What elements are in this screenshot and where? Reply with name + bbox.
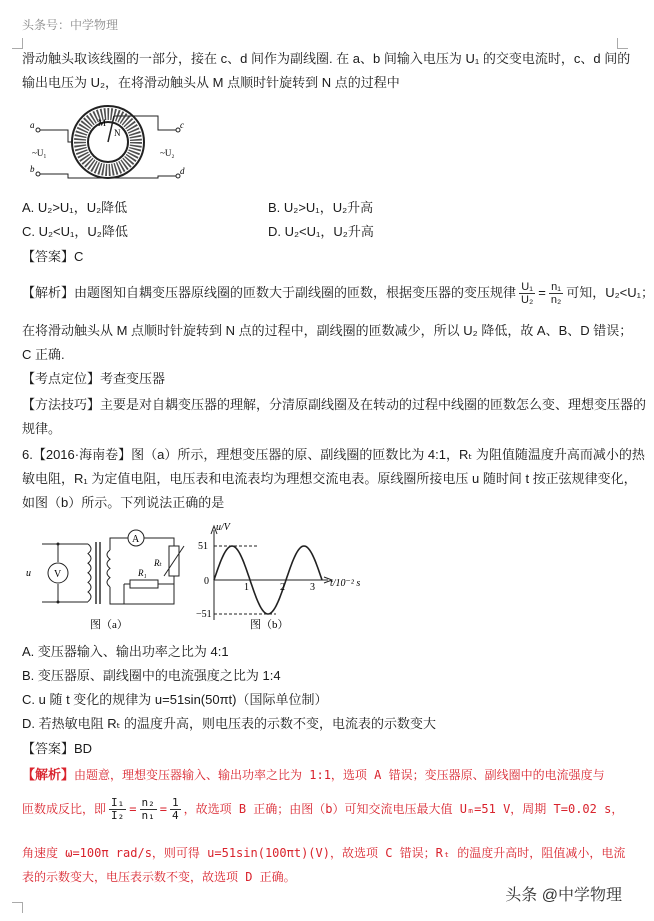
q5-method-line2: 规律。 (22, 421, 62, 436)
voltmeter-label: V (54, 569, 62, 580)
tick-t1: 1 (244, 582, 249, 593)
ratio-n: $\frac{\text{n₁}}{\text{n₂}}$ (550, 281, 562, 307)
q6-analysis-line4: 表的示数变大，电压表示数不变，故选项 D 正确。 (22, 870, 296, 884)
terminal-d: d (180, 166, 185, 176)
label-u: u (26, 568, 31, 579)
ratio-i: $\frac{\text{I₁}}{\text{I₂}}$ (111, 796, 125, 822)
analysis-label: 【解析】 (22, 767, 75, 782)
q6-circuit-figure-a (24, 524, 194, 636)
q6-option-b: B. 变压器原、副线圈中的电流强度之比为 1:4 (22, 668, 281, 683)
tick-t2: 2 (280, 582, 285, 593)
q5-point: 【考点定位】考查变压器 (22, 371, 166, 386)
q6-option-c: C. u 随 t 变化的规律为 u=51sin(50πt)（国际单位制） (22, 692, 328, 707)
label-u2: ~U₂ (160, 148, 175, 158)
q5-option-a: A. U₂>U₁，U₂降低 (22, 200, 128, 215)
q5-option-b: B. U₂>U₁，U₂升高 (268, 200, 374, 215)
x-axis-label: t/10⁻² s (330, 578, 361, 589)
tick-zero: 0 (204, 576, 209, 587)
label-r1: R₁ (138, 568, 147, 578)
q6-stem-line2: 敏电阻，R₁ 为定值电阻，电压表和电流表均为理想交流电表。原线圈所接电压 u 随时间 t 按正弦规律变化， (22, 471, 637, 486)
q5-method-line1: 【方法技巧】主要是对自耦变压器的理解，分清原副线圈及在转动的过程中线圈的匝数怎么变、理想变压器的 (22, 397, 647, 412)
q5-answer: 【答案】C (22, 249, 84, 264)
q6-answer: 【答案】BD (22, 741, 93, 756)
q6-option-d: D. 若热敏电阻 Rₜ 的温度升高，则电压表的示数不变，电流表的示数变大 (22, 716, 437, 731)
q6-stem-line3: 如图（b）所示。下列说法正确的是 (22, 495, 225, 510)
point-n: N (114, 128, 121, 138)
crop-mark (12, 902, 23, 913)
crop-mark (617, 38, 628, 49)
caption-b: 图（b） (250, 619, 289, 631)
q5-analysis-line2: 在将滑动触头从 M 点顺时针旋转到 N 点的过程中，副线圈的匝数减少，所以 U₂ 降低，故 A、B、D 错误； (22, 323, 633, 338)
q5-autotransformer-figure (28, 98, 188, 190)
q6-stem-line1: 6.【2016·海南卷】图（a）所示，理想变压器的原、副线圈的匝数比为 4:1，Rₜ 为阻值随温度升高而减小的热 (22, 447, 645, 462)
q6-voltage-graph-b (196, 520, 376, 636)
ratio-value: $\frac{1}{4}$ (171, 796, 179, 822)
q5-stem-line2: 输出电压为 U₂，在将滑动触头从 M 点顺时针旋转到 N 点的过程中 (22, 75, 400, 90)
tick-ymax: 51 (198, 541, 208, 552)
q5-analysis-line3: C 正确. (22, 347, 65, 362)
analysis-text: 可知，U₂<U₁； (566, 285, 654, 300)
terminal-a: a (30, 120, 35, 130)
q6-analysis-line2: 匝数成反比，即 $\frac{\text{I₁}}{\text{I₂}}$ = $\frac{\text{n₂}}{\text{n₁}}$ = $\frac{1}{4}$ ，故选项 B 正确；由图（b）可知交流电压最大值 Uₘ=51 V，周期 T=0.02 s， (22, 796, 624, 822)
tick-ymin: −51 (196, 609, 212, 620)
terminal-c: c (180, 120, 184, 130)
q6-analysis-line1: 【解析】由题意，理想变压器输入、输出功率之比为 1:1，选项 A 错误；变压器原、副线圈中的电流强度与 (22, 767, 605, 782)
q5-stem-line1: 滑动触头取该线圈的一部分，接在 c、d 间作为副线圈. 在 a、b 间输入电压为 U₁ 的交变电流时，c、d 间的 (22, 51, 631, 66)
watermark: 头条 @中学物理 (505, 887, 622, 904)
source-header: 头条号：中学物理 (22, 18, 119, 32)
y-axis-label: u/V (216, 522, 230, 533)
label-rt: Rₜ (154, 558, 162, 568)
q5-option-c: C. U₂<U₁，U₂降低 (22, 224, 128, 239)
ammeter-label: A (132, 534, 140, 545)
tick-t3: 3 (310, 582, 315, 593)
q5-analysis-line1: 【解析】由题图知自耦变压器原线圈的匝数大于副线圈的匝数，根据变压器的变压规律 $\frac{\text{U₁}}{\text{U₂}}$ = $\frac{\text{n₁}}{\text{n₂}}$ 可知，U₂<U₁； (22, 281, 654, 307)
q6-analysis-line3: 角速度 ω=100π rad/s，则可得 u=51sin(100πt)(V)，故选项 C 错误；Rₜ 的温度升高时，阻值减小，电流 (22, 846, 626, 860)
terminal-b: b (30, 164, 35, 174)
label-u1: ~U₁ (32, 148, 47, 158)
q5-option-d: D. U₂<U₁，U₂升高 (268, 224, 374, 239)
ratio-u: $\frac{\text{U₁}}{\text{U₂}}$ (521, 281, 534, 307)
caption-a: 图（a） (90, 619, 128, 631)
q6-option-a: A. 变压器输入、输出功率之比为 4:1 (22, 644, 229, 659)
ratio-n2: $\frac{\text{n₂}}{\text{n₁}}$ (141, 796, 155, 822)
point-m: M (98, 118, 107, 128)
analysis-text: 【解析】由题图知自耦变压器原线圈的匝数大于副线圈的匝数，根据变压器的变压规律 (22, 285, 517, 300)
